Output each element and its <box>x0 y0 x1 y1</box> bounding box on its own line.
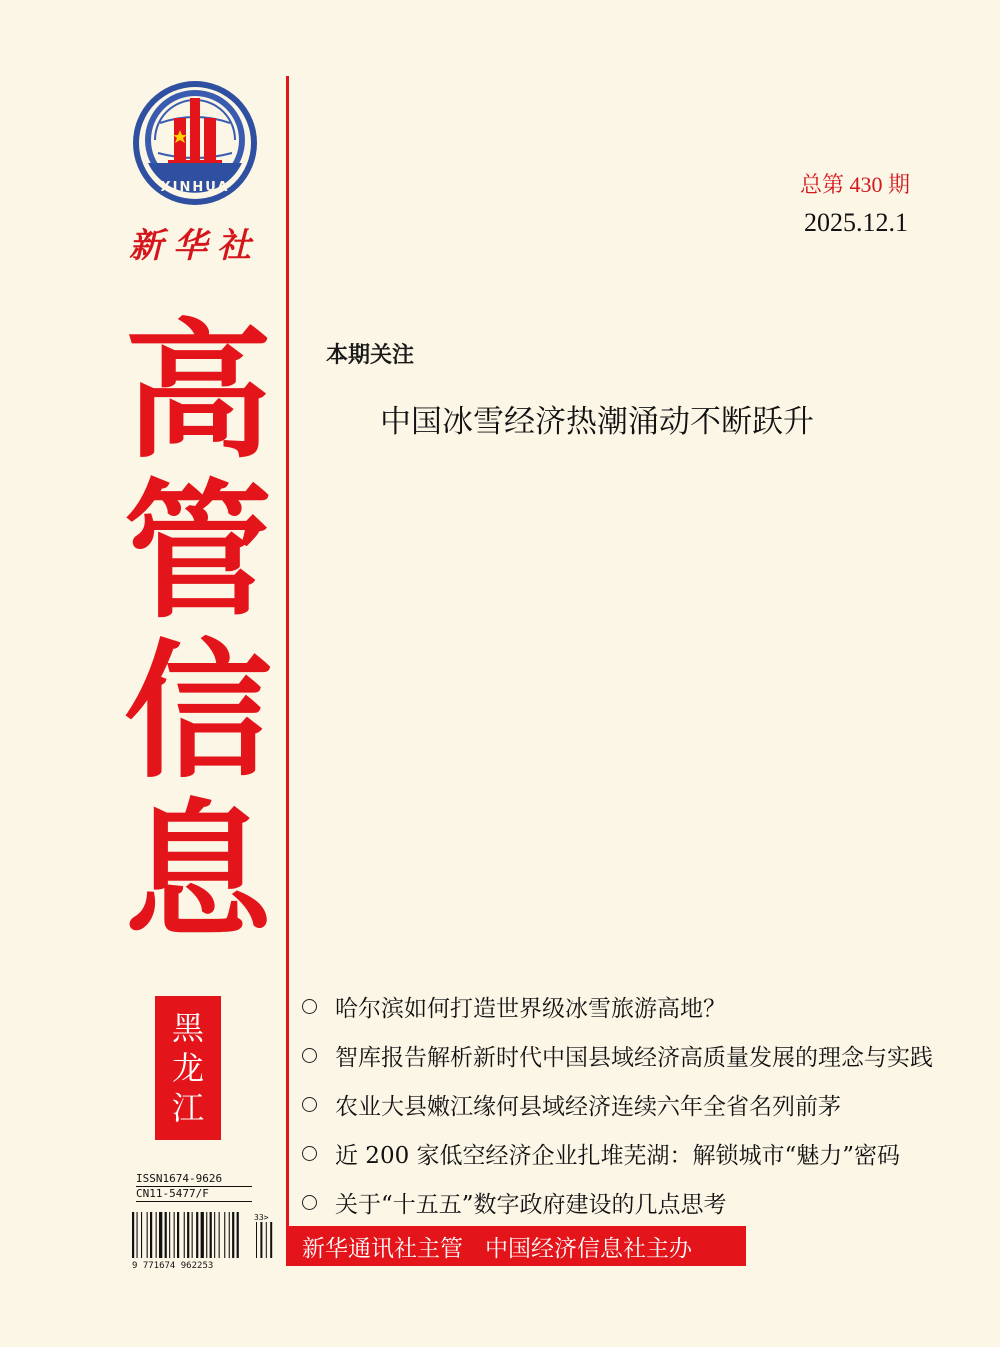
supervisor-text: 新华通讯社主管 <box>302 1235 463 1262</box>
barcode-bar <box>224 1212 225 1258</box>
barcode-bar <box>169 1212 170 1258</box>
barcode-bar <box>192 1212 193 1258</box>
title-char: 高 <box>124 306 272 478</box>
barcode-bar <box>177 1212 179 1258</box>
barcode-bar <box>137 1212 138 1258</box>
circle-bullet-icon <box>302 1146 317 1161</box>
logo-text: XINHUA <box>160 180 230 195</box>
cn-line: CN11-5477/F <box>136 1187 252 1202</box>
publisher-band <box>286 1226 746 1266</box>
region-badge <box>155 996 221 1140</box>
circle-bullet-icon <box>302 1048 317 1063</box>
toc-item <box>302 1031 982 1080</box>
toc-item-text: 智库报告解析新时代中国县域经济高质量发展的理念与实践 <box>335 1045 933 1071</box>
barcode-bar <box>165 1212 167 1258</box>
barcode-bar <box>184 1212 185 1258</box>
xinhua-emblem-icon <box>130 78 260 208</box>
title-char: 信 <box>124 626 272 798</box>
barcode-bar <box>141 1212 142 1258</box>
focus-headline: 中国冰雪经济热潮涌动不断跃升 <box>380 404 814 440</box>
barcode-addon-bar <box>270 1222 272 1258</box>
divider-line <box>286 76 289 1266</box>
barcode-bar <box>201 1212 204 1258</box>
toc-item-text: 关于“十五五”数字政府建设的几点思考 <box>335 1192 727 1218</box>
circle-bullet-icon <box>302 1097 317 1112</box>
toc-item <box>302 1080 982 1129</box>
barcode-bar <box>196 1212 198 1258</box>
barcode-bar <box>156 1212 157 1258</box>
title-char: 管 <box>124 466 272 638</box>
barcode-addon-bar <box>256 1222 257 1258</box>
table-of-contents <box>302 982 982 1227</box>
barcode-bar <box>214 1212 215 1258</box>
issue-date: 2025.12.1 <box>804 208 908 237</box>
barcode-number: 9 771674 962253 <box>132 1261 214 1270</box>
title-char: 息 <box>124 786 272 958</box>
barcode-addon-bar <box>260 1222 262 1258</box>
barcode-bar <box>210 1212 212 1258</box>
sponsor-text: 中国经济信息社主办 <box>485 1235 692 1262</box>
barcode-addon: 33> <box>254 1213 269 1222</box>
barcode-bar <box>147 1212 148 1258</box>
barcode-bar <box>219 1212 220 1258</box>
region-char: 黑 <box>171 1009 204 1047</box>
circle-bullet-icon <box>302 1195 317 1210</box>
barcode-bar <box>206 1212 207 1258</box>
barcode-bar <box>159 1212 162 1258</box>
toc-item-text: 哈尔滨如何打造世界级冰雪旅游高地？ <box>335 996 726 1022</box>
barcode-bar <box>132 1212 134 1258</box>
focus-label: 本期关注 <box>326 342 415 368</box>
barcode-bar <box>229 1212 230 1258</box>
issn-line: ISSN1674-9626 <box>136 1172 252 1187</box>
toc-item-text: 农业大县嫩江缘何县域经济连续六年全省名列前茅 <box>335 1094 841 1120</box>
toc-item <box>302 1178 982 1227</box>
region-char: 龙 <box>171 1049 204 1087</box>
toc-item <box>302 1129 982 1178</box>
barcode-bar <box>187 1212 189 1258</box>
region-char: 江 <box>171 1089 204 1127</box>
issue-number: 总第 430 期 <box>799 172 910 197</box>
barcode-bar <box>150 1212 152 1258</box>
barcode <box>130 1210 275 1270</box>
circle-bullet-icon <box>302 999 317 1014</box>
barcode-bar <box>232 1212 234 1258</box>
barcode-bar <box>237 1212 239 1258</box>
issn-block <box>136 1172 252 1202</box>
toc-item <box>302 982 982 1031</box>
barcode-bar <box>174 1212 175 1258</box>
magazine-title <box>118 306 278 958</box>
toc-item-text: 近 200 家低空经济企业扎堆芜湖：解锁城市“魅力”密码 <box>335 1143 901 1169</box>
barcode-addon-bar <box>266 1222 267 1258</box>
agency-name: 新华社 <box>129 226 261 266</box>
